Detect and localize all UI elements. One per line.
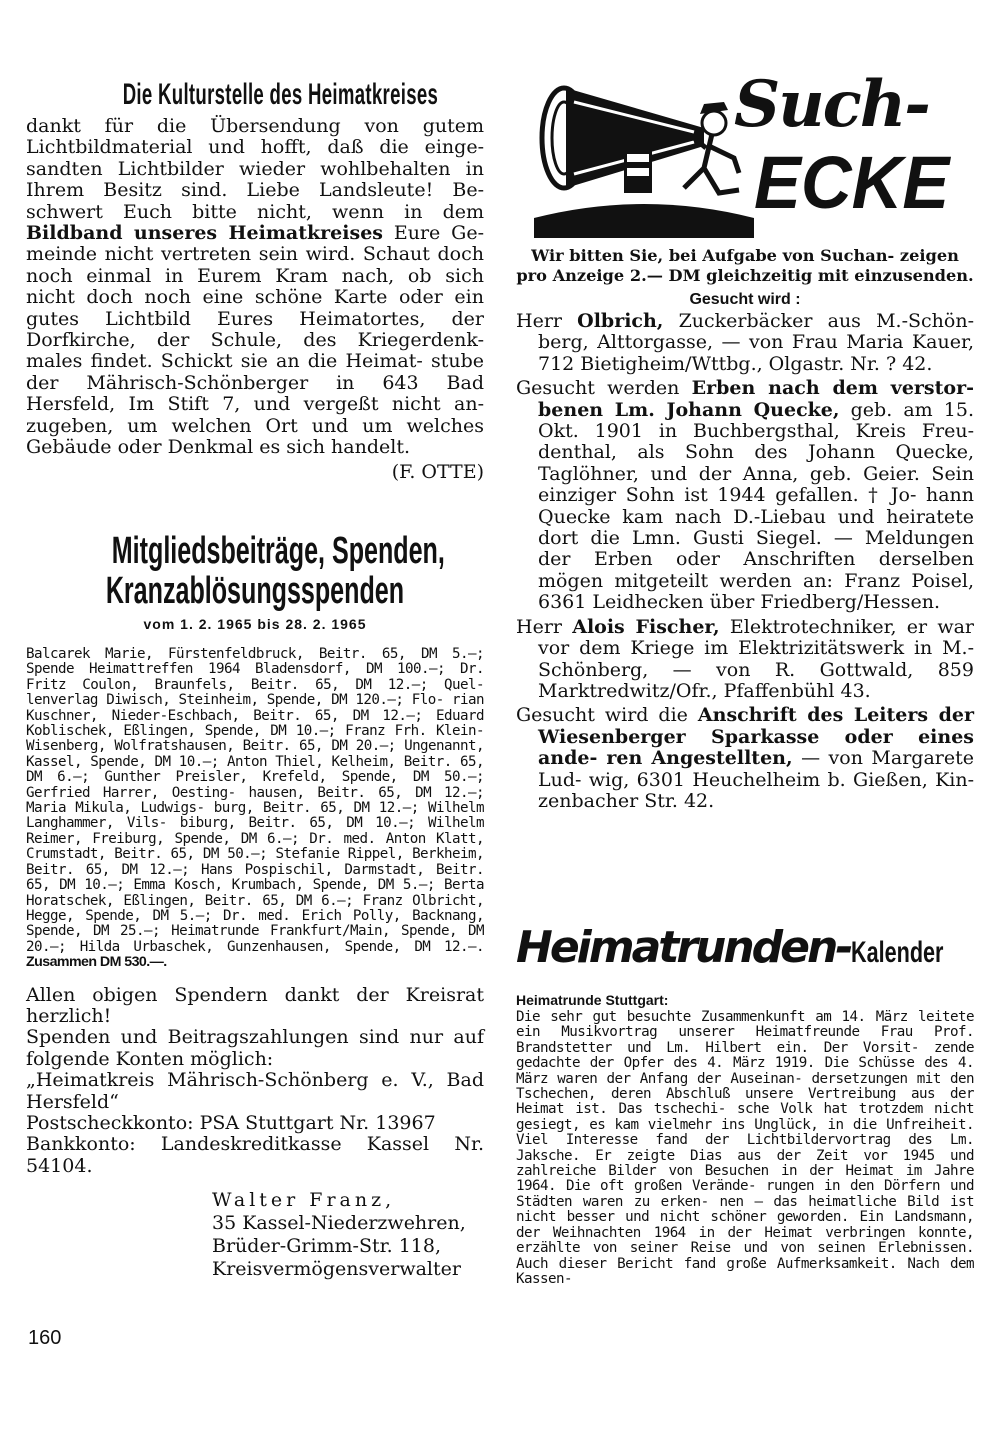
spenden-list: Balcarek Marie, Fürstenfeldbruck, Beitr. 65, DM 5.—; Spende Heimattreffen 1964 Bladensdorf, DM 100.—; Dr. Fritz Coulon, Braunfels, Beitr. 65, DM 12.—; Quel- lenverlag Diwisch, Steinheim, Spende, DM 120.—; Flo- rian Kuschner, Nieder-Eschbach, Beitr. 65, DM 12.—; Eduard Koblischek, Eßlingen, Spende, DM 10.—; Franz Frh. Klein-Wisenberg, Wolfratshausen, Beitr. 65, DM 20.—; Ungenannt, Kassel, Spende, DM 10.—; Anton Thiel, Kelheim, Beitr. 65, DM 6.—; Gunther Preisler, Krefeld, Spende, DM 50.—; Gerfried Harrer, Oesting- hausen, Beitr. 65, DM 12.—; Maria Mikula, Ludwigs- burg, Beitr. 65, DM 12.—; Wilhelm Langhammer, Vils- biburg, Beitr. 65, DM 10.—; Wilhelm Reimer, Freiburg, Spende, DM 6.—; Dr. med. Anton Klatt, Crumstadt, Beitr. 65, DM 50.—; Stefanie Rippel, Berkheim, Beitr. 65, DM 12.—; Hans Pospischil, Darmstadt, Beitr. 65, DM 10.—; Emma Kosch, Krumbach, Spende, DM 5.—; Berta Horatschek, Eßlingen, Beitr. 65, DM 6.—; Franz Olbricht, Hegge, Spende, DM 5.—; Dr. med. Erich Polly, Backnang, Spende, DM 25.—; Heimatrunde Frankfurt/Main, Spende, DM 20.—; Hilda Urbaschek, Gunzenhausen, Spende, DM 12.—. Zusammen DM 530.—. (26, 646, 484, 971)
beitraege-title-line1: Mitgliedsbeiträge, Spenden, (111, 530, 445, 572)
signature-address-1: 35 Kassel-Niederzwehren, (212, 1212, 466, 1235)
such-ecke-logo (534, 68, 974, 238)
search-entry-quecke: Gesucht werden Erben nach dem verstor- benen Lm. Johann Quecke, geb. am 15. Okt. 1901 in Buchbergsthal, Kreis Freu- denthal, als Sohn des Johann Quecke, Taglöhner, und der Anna, geb. Geier. Sein einziger Sohn ist 1944 gefallen. † Jo- hann Quecke kam nach D.-Liebau und heiratete dort die Lmn. Gusti Siegel. — Meldungen der Erben oder Anschriften derselben mögen mitgeteilt werden an: Franz Poisel, 6361 Leidhecken über Friedberg/Hessen. (516, 377, 974, 614)
beitraege-period: vom 1. 2. 1965 bis 28. 2. 1965 (143, 616, 367, 632)
kalender-subheading: Heimatrunde Stuttgart: (516, 992, 669, 1008)
signature-block (212, 1189, 484, 1281)
such-ecke-title-bottom: ECKE (754, 141, 950, 224)
accounts-intro: Spenden und Beitragszahlungen sind nur auf folgende Konten möglich: (26, 1026, 484, 1070)
such-ecke-section (516, 246, 974, 812)
kulturstelle-signature: (F. OTTE) (391, 460, 484, 483)
kulturstelle-text: dankt für die Übersendung von gutem Lichtbildmaterial und hofft, daß die einge- sandten Lichtbilder wieder wohlbehalten in Ihrem Besitz sind. Liebe Landsleute! Be- schwert Euch bitte nicht, wenn in dem Bildband unseres Heimatkreises Eure Ge- meinde nicht vertreten sein wird. Schaut doch noch einmal in Eurem Kram nach, ob sich nicht doch noch eine schöne Karte oder ein gutes Lichtbild Eures Heimatortes, der Dorfkirche, der Schule, des Kriegerdenk- males findet. Schickt sie an die Heimat- stube der Mährisch-Schönberger in 643 Bad Hersfeld, Im Stift 7, und vergeßt nicht an- zugeben, um welchen Ort und um welches Gebäude oder Denkmal es sich handelt. (26, 115, 484, 459)
postscheck-account: Postscheckkonto: PSA Stuttgart Nr. 13967 (26, 1111, 436, 1134)
kalender-title-block: Kalender (850, 936, 944, 969)
search-entry-fischer: Herr Alois Fischer, Elektrotechniker, er war vor dem Kriege im Elektrizitätswerk in M.-Schönberg, — von R. Gottwald, 859 Marktredwitz/Ofr., Pfaffenbühl 43. (516, 615, 975, 702)
kalender-title-script: Heimatrunden- (516, 922, 851, 973)
kreisrat-thanks: Allen obigen Spendern dankt der Kreisrat herzlich! (26, 983, 484, 1027)
beitraege-title-line2: Kranzablösungsspenden (105, 570, 405, 612)
signature-name: Walter Franz, (212, 1189, 396, 1212)
account-holder: „Heimatkreis Mährisch-Schönberg e. V., Bad Hersfeld“ (26, 1069, 484, 1113)
search-entry-olbrich: Herr Olbrich, Zuckerbäcker aus M.-Schön- berg, Alttorgasse, — von Frau Maria Kauer, 712 Bietigheim/Wttbg., Olgastr. Nr. ? 42. (516, 310, 974, 375)
kalender-title (516, 922, 974, 986)
such-ecke-title-top: Such- (734, 67, 929, 142)
search-entry-sparkasse: Gesucht wird die Anschrift des Leiters der Wiesenberger Sparkasse oder eines ande- ren Angestellten, — von Margarete Lud- wig, 6301 Heuchelheim b. Gießen, Kin- zenbacher Str. 42. (516, 704, 974, 812)
telescope-man-illustration (534, 68, 754, 238)
kulturstelle-section (26, 78, 484, 483)
signature-role: Kreisvermögensverwalter (212, 1258, 461, 1281)
kalender-text: Die sehr gut besuchte Zusammenkunft am 14. März leitete ein Musikvortrag unserer Heimatfreunde Frau Prof. Brandstetter und Lm. Hilbert ein. Der Vorsit- zende gedachte der Opfer des 4. März 1919. Die Schüsse des 4. März waren der Anfang der Auseinan- dersetzungen mit den Tschechen, deren Abschluß unsere Vertreibung aus der Heimat ist. Das tschechi- sche Volk hat trotzdem nicht gesiegt, es kam vielmehr ins Unglück, in die Unfreiheit. Viel Interesse fand der Lichtbildervortrag des Lm. Jaksche. Er zeigte Dias aus der Zeit vor 1945 und zahlreiche Bilder von Besuchen in der Heimat im Jahre 1964. Die oft großen Verände- rungen in den Dörfern und Städten waren zu erken- nen — das heimatliche Bild ist nicht besser und nicht schöner geworden. Ein Landsmann, der Weihnachten 1964 in der Heimat verbringen konnte, erzählte von seiner Reise und von seinen Erlebnissen. Auch dieser Bericht fand große Aufmerksamkeit. Nach dem Kassen- (516, 1009, 974, 1287)
fee-notice: Wir bitten Sie, bei Aufgabe von Suchan- zeigen pro Anzeige 2.— DM gleichzeitig mit einzusenden. (516, 246, 974, 285)
beitraege-section (26, 530, 484, 1281)
bildband-emphasis: Bildband unseres Heimatkreises (26, 222, 383, 245)
kulturstelle-title: Die Kulturstelle des Heimatkreises (122, 78, 439, 111)
signature-address-2: Brüder-Grimm-Str. 118, (212, 1235, 442, 1258)
heimatrunden-kalender-section (516, 922, 974, 1287)
gesucht-wird-label: Gesucht wird : (689, 291, 801, 308)
page-number: 160 (28, 1327, 62, 1349)
bank-account: Bankkonto: Landeskreditkasse Kassel Nr. 54104. (26, 1133, 484, 1177)
spenden-total: Zusammen DM 530.—. (26, 954, 167, 971)
